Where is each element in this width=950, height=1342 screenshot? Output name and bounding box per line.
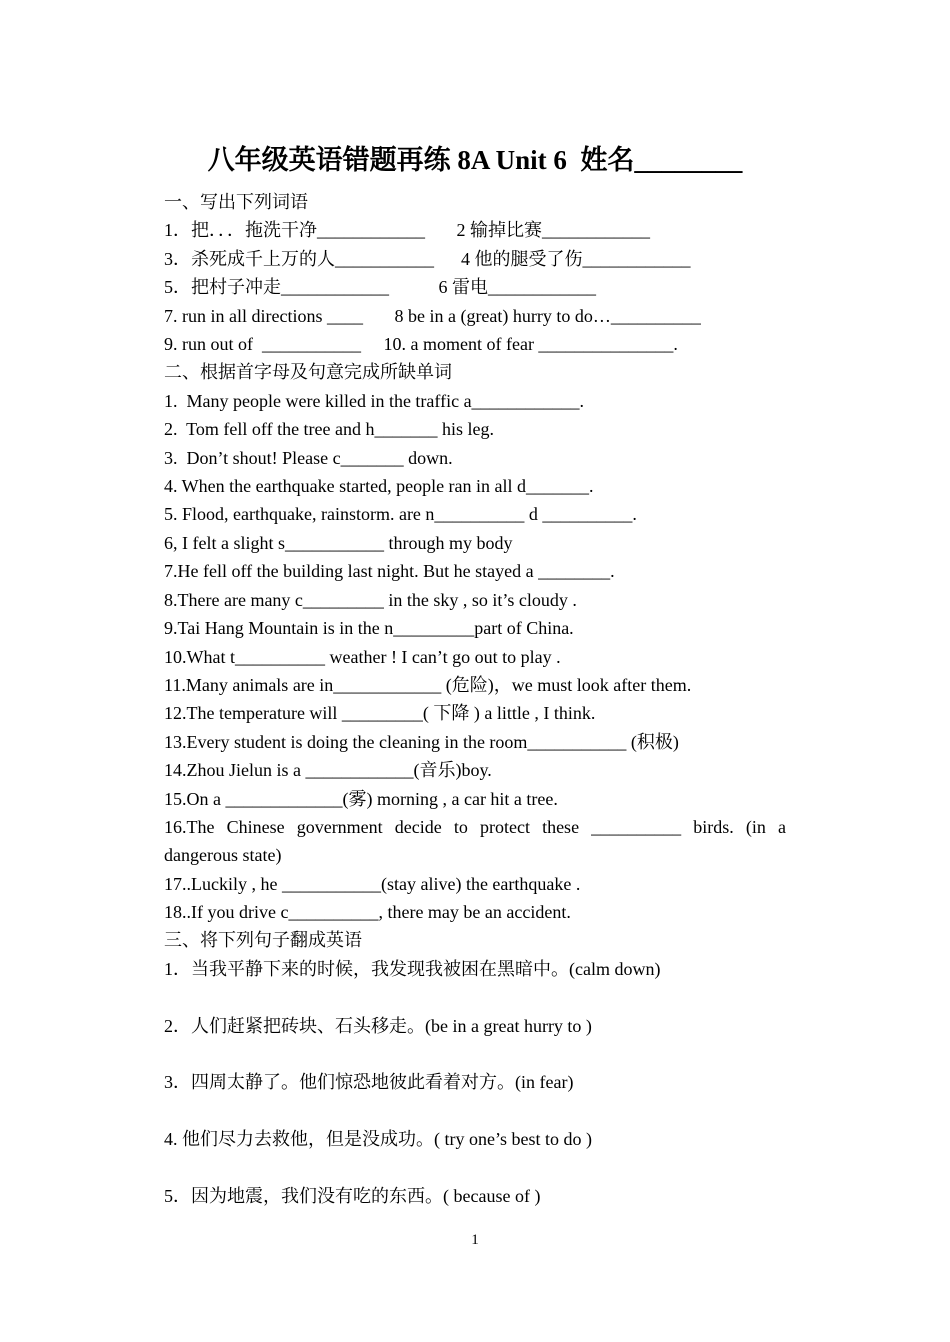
vocab-line: 7. run in all directions ____ 8 be in a (great) hurry to do…__________: [164, 306, 701, 326]
question-line: 5. Flood, earthquake, rainstorm. are n__________ d __________.: [164, 504, 637, 524]
question-line: 9.Tai Hang Mountain is in the n_________part of China.: [164, 618, 574, 638]
question-line: 2. Tom fell off the tree and h_______ his leg.: [164, 419, 495, 439]
vocab-line: 5．把村子冲走____________ 6 雷电____________: [164, 277, 596, 297]
vocab-line: 3．杀死成千上万的人___________ 4 他的腿受了伤____________: [164, 249, 691, 269]
question-line: 15.On a _____________(雾) morning , a car hit a tree.: [164, 789, 558, 809]
question-line: 8.There are many c_________ in the sky , so it’s cloudy .: [164, 590, 577, 610]
translation-line: 1．当我平静下来的时候，我发现我被困在黑暗中。(calm down): [164, 959, 661, 979]
translation-line: 3．四周太静了。他们惊恐地彼此看着对方。(in fear): [164, 1072, 574, 1092]
translation-line: 5．因为地震，我们没有吃的东西。( because of ): [164, 1186, 541, 1206]
translation-line: 2．人们赶紧把砖块、石头移走。(be in a great hurry to ): [164, 1016, 592, 1036]
question-line: 4. When the earthquake started, people ran in all d_______.: [164, 476, 594, 496]
question-line: 10.What t__________ weather ! I can’t go out to play .: [164, 647, 561, 667]
question-line: 11.Many animals are in____________ (危险)，we must look after them.: [164, 675, 692, 695]
question-line: 12.The temperature will _________( 下降 ) a little , I think.: [164, 703, 596, 723]
vocab-line: 9. run out of ___________ 10. a moment of fear _______________.: [164, 334, 678, 354]
page-title: 八年级英语错题再练 8A Unit 6 姓名________: [207, 145, 743, 175]
question-line: 6, I felt a slight s___________ through my body: [164, 533, 513, 553]
translation-line: 4. 他们尽力去救他，但是没成功。( try one’s best to do ): [164, 1129, 592, 1149]
question-line: 14.Zhou Jielun is a ____________(音乐)boy.: [164, 760, 492, 780]
section-heading-1: 一、写出下列词语: [164, 192, 308, 212]
question-line: 16.The Chinese government decide to protect these __________ birds. (in a: [164, 817, 786, 837]
question-line: 18..If you drive c__________, there may be an accident.: [164, 902, 571, 922]
page-number: 1: [471, 1232, 479, 1248]
section-heading-2: 二、根据首字母及句意完成所缺单词: [164, 362, 452, 382]
question-line: 13.Every student is doing the cleaning in the room___________ (积极): [164, 732, 679, 752]
question-line-continuation: dangerous state): [164, 845, 282, 865]
question-line: 7.He fell off the building last night. But he stayed a ________.: [164, 561, 615, 581]
question-line: 1. Many people were killed in the traffic a____________.: [164, 391, 585, 411]
question-line: 17..Luckily , he ___________(stay alive) the earthquake .: [164, 874, 581, 894]
section-heading-3: 三、将下列句子翻成英语: [164, 930, 362, 950]
question-line: 3. Don’t shout! Please c_______ down.: [164, 448, 453, 468]
vocab-line: 1．把．．．拖洗干净____________ 2 输掉比赛____________: [164, 220, 650, 240]
